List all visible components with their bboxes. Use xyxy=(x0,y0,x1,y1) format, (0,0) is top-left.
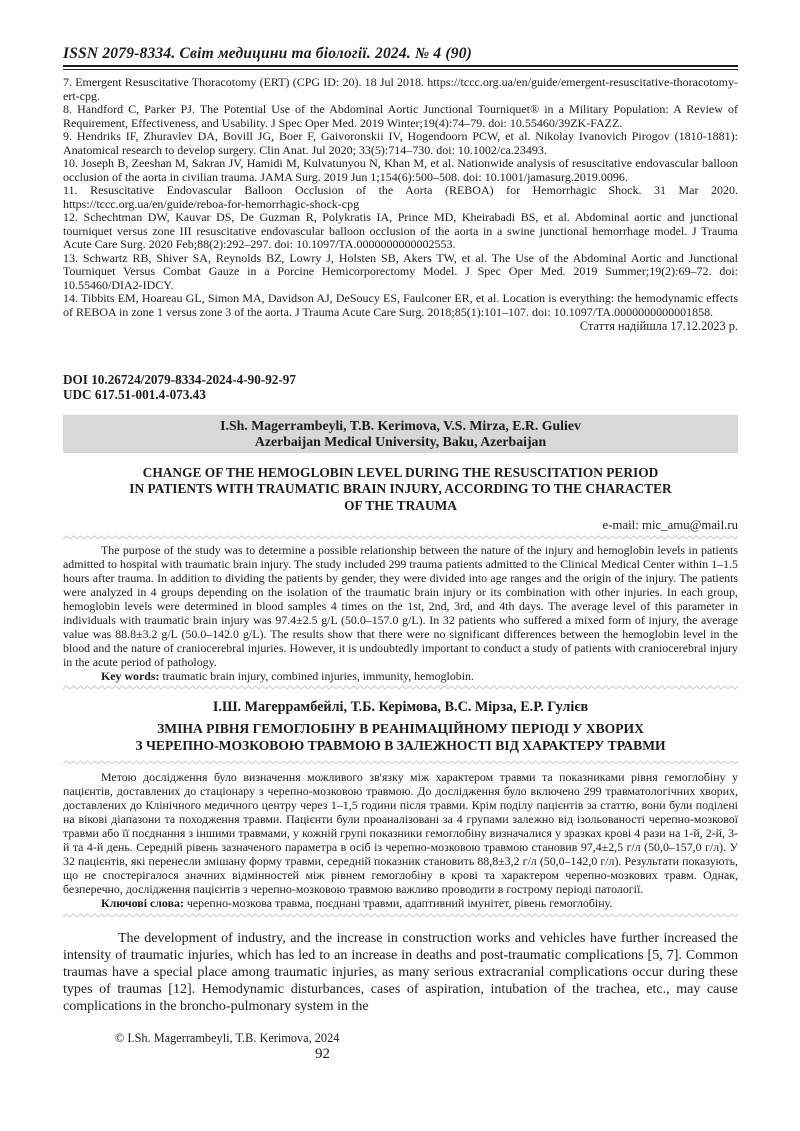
article-title-uk-line-1: ЗМІНА РІВНЯ ГЕМОГЛОБІНУ В РЕАНІМАЦІЙНОМУ ПЕРІОДІ У ХВОРИХ xyxy=(157,721,644,737)
body-paragraph: The development of industry, and the increase in construction works and vehicles have further increased the intensity of traumatic injuries, which has led to an increase in deaths and post-traumatic complications [5, 7]. Common traumas have a special place among traumatic injuries, as many serious extracranial complications occur during these types of traumas [12]. Hemodynamic disturbances, cases of aspiration, intubation of the trachea, etc., may cause complications in the broncho-pulmonary system in the xyxy=(63,931,738,1015)
abstract-uk: Метою дослідження було визначення можливого зв'язку між характером травми та показниками рівня гемоглобіну у пацієнтів, доставлених до стаціонару з черепно-мозковою травмою. До дослідження було включено 299 травматологічних хворих, доставлених до Клінічного медичного центру через 1–1,5 години після травми. Крім поділу пацієнтів за статтю, вони були поділені на вікові діапазони та походження травми. Пацієнти були проаналізовані за 4 групами залежно від ізольованості черепно-мозкової травми або її поєднання з іншими травмами, у кожній групі показники гемоглобіну визначалися у зразках крові 4 рази на 1-й, 2-й, 3-й та 4-й день. Середній рівень зазначеного параметра в осіб із черепно-мозковою травмою становив 97,4±2,5 г/л (50,0–157,0 г/л). У 32 пацієнтів, які перенесли змішану форму травми, середній показник становить 88,8±3,2 г/л (50,0–142,0 г/л). Результати показують, що не спостерігалося значних відмінностей між рівнем гемоглобіну в крові та характером черепно-мозкових травм. Однак, безперечно, дослідження пацієнтів з черепно-мозковою травмою важливо проводити в гострому періоді патології. xyxy=(63,770,738,897)
authors-en: I.Sh. Magerrambeyli, T.B. Kerimova, V.S. Mirza, E.R. Guliev xyxy=(220,417,581,433)
reference-item-11: 11. Resuscitative Endovascular Balloon Occlusion of the Aorta (REBOA) for Hemorrhagic Shock. 31 Mar 2020. https://tccc.org.ua/en/guide/reboa-for-hemorrhagic-shock-cpg xyxy=(63,183,738,211)
header-rule-thick xyxy=(63,65,738,67)
zigzag-divider xyxy=(63,535,738,540)
reference-item-12: 12. Schechtman DW, Kauvar DS, De Guzman R, Polykratis IA, Prince MD, Kheirabadi BS, et al. Abdominal aortic and junctional tourniquet versus zone III resuscitative endovascular balloon occlusion of the aorta in a swine junctional hemorrhage model. J Trauma Acute Care Surg. 2020 Feb;88(2):292–297. doi: 10.1097/TA.0000000000002553. xyxy=(63,210,738,251)
keywords-en-line xyxy=(63,669,738,683)
references-list xyxy=(63,76,738,319)
zigzag-divider xyxy=(63,913,738,918)
zigzag-divider xyxy=(63,760,738,765)
keywords-uk-text: черепно-мозкова травма, поєднані травми, адаптивний імунітет, рівень гемоглобіну. xyxy=(183,896,613,911)
doi-line: DOI 10.26724/2079-8334-2024-4-90-92-97 xyxy=(63,371,296,387)
article-title-uk xyxy=(63,720,738,754)
authors-block-en xyxy=(63,415,738,453)
keywords-en-text: traumatic brain injury, combined injuries, immunity, hemoglobin. xyxy=(159,669,474,684)
authors-uk: І.Ш. Магеррамбейлі, Т.Б. Керімова, В.С. Мірза, Е.Р. Гулієв xyxy=(212,699,589,716)
affiliation-en: Azerbaijan Medical University, Baku, Azerbaijan xyxy=(254,434,547,449)
abstract-en: The purpose of the study was to determine a possible relationship between the nature of the injury and hemoglobin levels in patients admitted to hospital with traumatic brain injury. The study included 299 trauma patients admitted to the Clinical Medical Center within 1–1.5 hours after trauma. In addition to dividing the patients by gender, they were divided into age ranges and the origin of the injury. The patients were analyzed in 4 groups depending on the isolation of the traumatic brain injury or its combination with other injuries. In each group, hemoglobin levels were determined in blood samples 4 times on the 1st, 2nd, 3rd, and 4th days. The average level of this parameter in individuals with traumatic brain injury was 97.4±2.5 g/L (50.0–157.0 g/L). In 32 patients who suffered a mixed form of injury, the average value was 88.8±3.2 g/L (50.0–142.0 g/L). The results show that there were no significant differences between the hemoglobin level in the blood and the nature of craniocerebral injuries. However, it is undoubtedly important to conduct a study of patients with craniocerebral injury in the acute period of pathology. xyxy=(63,543,738,670)
article-title-en xyxy=(63,465,738,515)
page-number: 92 xyxy=(315,1046,330,1063)
keywords-en-label: Key words: xyxy=(101,669,160,684)
reference-item-14: 14. Tibbits EM, Hoareau GL, Simon MA, Davidson AJ, DeSoucy ES, Faulconer ER, et al. Location is everything: the hemodynamic effects of REBOA in zone 1 versus zone 3 of the aorta. J Trauma Acute Care Surg. 2018;85(1):101–107. doi: 10.1097/TA.0000000000001858. xyxy=(63,291,738,319)
received-date-note: Стаття надійшла 17.12.2023 р. xyxy=(579,319,738,333)
journal-masthead: ISSN 2079-8334. Світ медицини та біології. 2024. № 4 (90) xyxy=(63,45,473,62)
article-title-en-line-2: IN PATIENTS WITH TRAUMATIC BRAIN INJURY, ACCORDING TO THE CHARACTER xyxy=(129,481,672,497)
article-title-uk-line-2: З ЧЕРЕПНО-МОЗКОВОЮ ТРАВМОЮ В ЗАЛЕЖНОСТІ ВІД ХАРАКТЕРУ ТРАВМИ xyxy=(135,738,666,754)
reference-item-10: 10. Joseph B, Zeeshan M, Sakran JV, Hamidi M, Kulvatunyou N, Khan M, et al. Nationwide analysis of resuscitative endovascular balloon occlusion of the aorta in civilian trauma. JAMA Surg. 2019 Jun 1;154(6):500–508. doi: 10.1001/jamasurg.2019.0096. xyxy=(63,156,738,184)
udc-line: UDC 617.51-001.4-073.43 xyxy=(63,387,206,402)
keywords-uk-label: Ключові слова: xyxy=(101,896,184,911)
reference-item-9: 9. Hendriks IF, Zhuravlev DA, Bovill JG, Boer F, Gaivoronskii IV, Hogendoorn PCW, et al. Nikolay Ivanovich Pirogov (1810-1881): Anatomical research to develop surgery. Clin Anat. Jul 2020; 33(5):714–730. doi: 10.1002/ca.23493. xyxy=(63,129,738,157)
reference-item-7: 7. Emergent Resuscitative Thoracotomy (ERT) (CPG ID: 20). 18 Jul 2018. https://tccc.org.ua/en/guide/emergent-resuscitative-thoracotomy-ert-cpg. xyxy=(63,75,738,103)
article-title-en-line-1: CHANGE OF THE HEMOGLOBIN LEVEL DURING THE RESUSCITATION PERIOD xyxy=(142,464,659,480)
article-title-en-line-3: OF THE TRAUMA xyxy=(344,497,457,513)
zigzag-divider xyxy=(63,685,738,690)
reference-item-13: 13. Schwartz RB, Shiver SA, Reynolds BZ, Lowry J, Holsten SB, Akers TW, et al. The Use of the Abdominal Aortic and Junctional Tourniquet Versus Combat Gauze in a Porcine Hemicorporectomy Model. J Spec Oper Med. 2019 Summer;19(2):69–72. doi: 10.55460/DIA2-IDCY. xyxy=(63,250,738,292)
email-line: e-mail: mic_amu@mail.ru xyxy=(602,518,738,533)
keywords-uk-line xyxy=(63,896,738,910)
copyright-line: © I.Sh. Magerrambeyli, T.B. Kerimova, 2024 xyxy=(115,1031,340,1046)
reference-item-8: 8. Handford C, Parker PJ. The Potential Use of the Abdominal Aortic Junctional Tourniquet® in a Military Population: A Review of Requirement, Effectiveness, and Usability. J Spec Oper Med. 2019 Winter;19(4):74–79. doi: 10.55460/39ZK-FAZZ. xyxy=(63,102,738,130)
header-rule-thin xyxy=(63,69,738,70)
doi-udc-block xyxy=(63,372,738,403)
